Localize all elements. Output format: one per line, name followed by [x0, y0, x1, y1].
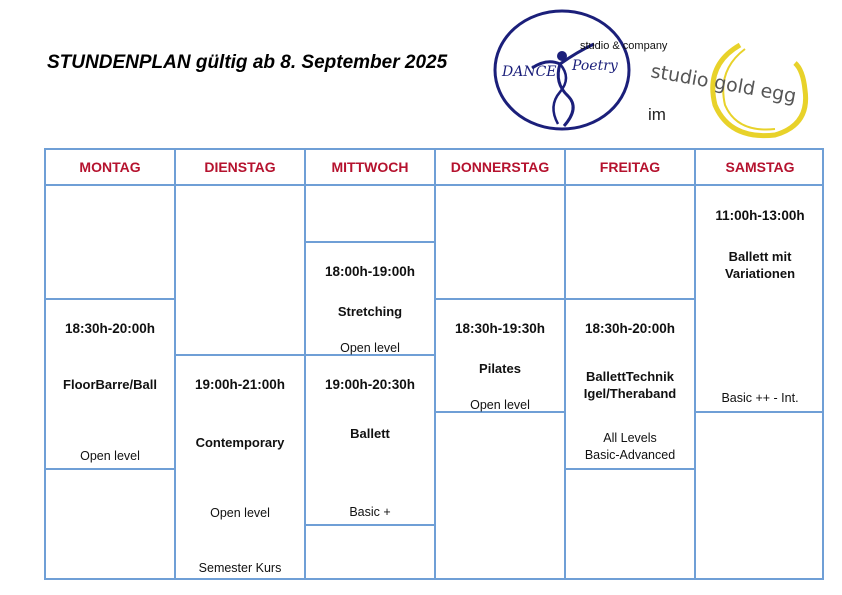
- class-level: Basic-Advanced: [584, 448, 676, 462]
- class-level: All Levels: [603, 431, 657, 445]
- class-time: 11:00h-13:00h: [715, 208, 805, 223]
- day-header-samstag: SAMSTAG: [696, 150, 824, 186]
- class-note: Semester Kurs: [198, 561, 282, 575]
- class-level: Open level: [340, 341, 400, 355]
- class-level: Basic +: [349, 505, 391, 519]
- column-dienstag: [176, 150, 306, 578]
- column-montag: [46, 150, 176, 578]
- day-header-donnerstag: DONNERSTAG: [436, 150, 564, 186]
- column-freitag: [566, 150, 696, 578]
- schedule-table: [44, 148, 824, 580]
- class-time: 18:30h-20:00h: [64, 321, 156, 336]
- class-level: Open level: [470, 398, 530, 412]
- class-level: Basic ++ - Int.: [721, 391, 799, 405]
- day-header-dienstag: DIENSTAG: [176, 150, 304, 186]
- class-name: BallettTechnik: [586, 369, 674, 384]
- class-time: 18:30h-20:00h: [584, 321, 676, 336]
- gold-egg-text: studio gold egg: [649, 60, 798, 108]
- dance-word: DANCE: [502, 64, 557, 80]
- studio-gold-egg-logo: [645, 35, 815, 145]
- class-name: Ballett mit: [728, 249, 792, 264]
- class-name: Ballett: [350, 426, 390, 441]
- class-name: Igel/Theraband: [583, 386, 677, 401]
- class-level: Open level: [80, 449, 140, 463]
- day-header-freitag: FREITAG: [566, 150, 694, 186]
- dance-poetry-logo: [492, 8, 632, 133]
- class-name: Variationen: [724, 266, 796, 281]
- class-time: 18:30h-19:30h: [454, 321, 546, 336]
- poetry-word: Poetry: [572, 58, 618, 74]
- studio-caption: studio & company: [580, 40, 668, 52]
- class-time: 18:00h-19:00h: [324, 264, 416, 279]
- class-name: Stretching: [337, 304, 403, 319]
- class-name: Pilates: [479, 361, 521, 376]
- page-title: STUNDENPLAN gültig ab 8. September 2025: [47, 52, 448, 73]
- day-header-montag: MONTAG: [46, 150, 174, 186]
- class-time: 19:00h-20:30h: [324, 377, 416, 392]
- class-level: Open level: [210, 506, 270, 520]
- day-header-mittwoch: MITTWOCH: [306, 150, 434, 186]
- class-name: Contemporary: [195, 435, 285, 450]
- class-time: 19:00h-21:00h: [194, 377, 286, 392]
- column-samstag: [696, 150, 824, 578]
- column-donnerstag: [436, 150, 566, 578]
- column-mittwoch: [306, 150, 436, 578]
- class-name: FloorBarre/Ball: [63, 377, 157, 392]
- connector-text: im: [648, 105, 666, 124]
